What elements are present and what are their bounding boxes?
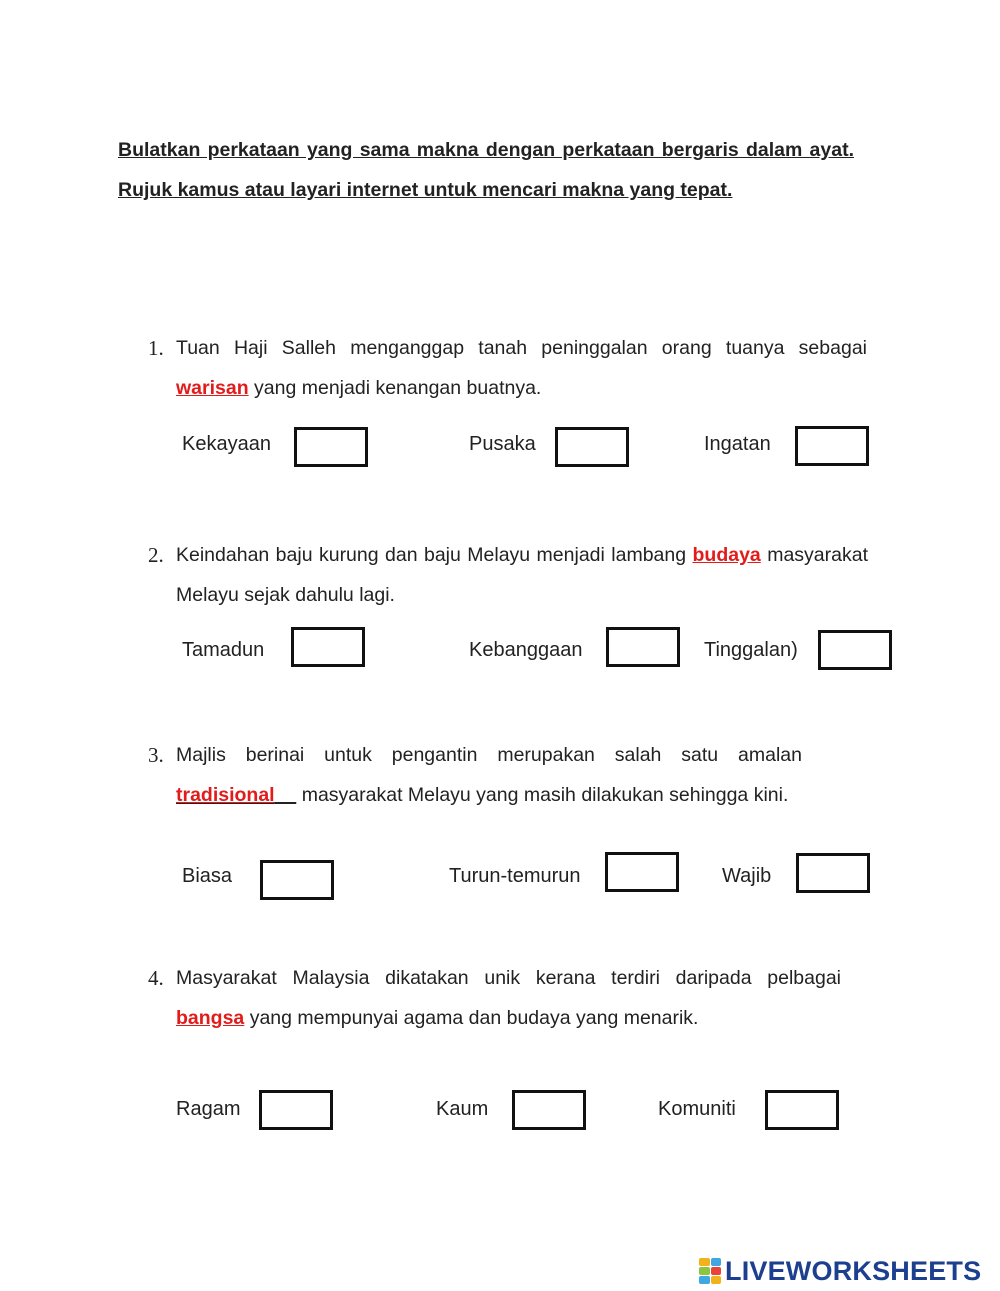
question-4-text bbox=[176, 958, 841, 1038]
question-1-option-3-box[interactable] bbox=[795, 426, 869, 466]
question-2-option-1-box[interactable] bbox=[291, 627, 365, 667]
question-4-option-1-label: Ragam bbox=[176, 1098, 241, 1120]
question-2-option-3-box[interactable] bbox=[818, 630, 892, 670]
question-1-text bbox=[176, 328, 867, 408]
question-1-text-after: yang menjadi kenangan buatnya. bbox=[248, 377, 542, 399]
question-4-keyword: bangsa bbox=[176, 1007, 245, 1029]
question-1-option-1-label: Kekayaan bbox=[182, 433, 271, 455]
question-3-option-1-label: Biasa bbox=[182, 865, 233, 887]
question-1-text-before: Tuan Haji Salleh menganggap tanah peninggalan orang tuanya sebagai bbox=[176, 337, 867, 359]
question-1-option-2-box[interactable] bbox=[555, 427, 629, 467]
question-3-option-3-label: Wajib bbox=[722, 865, 772, 887]
question-1-option-2-label: Pusaka bbox=[469, 433, 536, 455]
question-3-text-before: Majlis berinai untuk pengantin merupakan salah satu amalan bbox=[176, 744, 802, 766]
question-4-option-2-label: Kaum bbox=[436, 1098, 489, 1120]
question-3-number: 3. bbox=[148, 743, 164, 767]
question-3-option-2-box[interactable] bbox=[605, 852, 679, 892]
question-4-option-3-label: Komuniti bbox=[658, 1098, 736, 1120]
question-3-keyword: tradisional bbox=[176, 784, 275, 806]
question-1-keyword: warisan bbox=[176, 377, 249, 399]
question-2-option-3-label: Tinggalan) bbox=[704, 639, 798, 661]
question-3-option-3-box[interactable] bbox=[796, 853, 870, 893]
question-4-number: 4. bbox=[148, 966, 164, 990]
question-3-option-1-box[interactable] bbox=[260, 860, 334, 900]
question-4-option-2-box[interactable] bbox=[512, 1090, 586, 1130]
question-3-text bbox=[176, 735, 802, 815]
question-3-text-after: masyarakat Melayu yang masih dilakukan sehingga kini. bbox=[296, 784, 789, 806]
question-2-text bbox=[176, 535, 868, 615]
liveworksheets-brand bbox=[699, 1254, 981, 1288]
liveworksheets-logo-icon bbox=[699, 1258, 721, 1284]
question-2-option-1-label: Tamadun bbox=[182, 639, 265, 661]
instruction-text: Bulatkan perkataan yang sama makna dengan perkataan bergaris dalam ayat. Rujuk kamus atau layari internet untuk mencari makna yang tepat. bbox=[118, 139, 854, 201]
question-1-option-3-label: Ingatan bbox=[704, 433, 771, 455]
question-2-option-2-box[interactable] bbox=[606, 627, 680, 667]
question-2-option-2-label: Kebanggaan bbox=[469, 639, 583, 661]
question-2-keyword: budaya bbox=[692, 544, 761, 566]
liveworksheets-wordmark: LIVEWORKSHEETS bbox=[725, 1255, 982, 1286]
question-4-option-3-box[interactable] bbox=[765, 1090, 839, 1130]
question-4-option-1-box[interactable] bbox=[259, 1090, 333, 1130]
question-3-option-2-label: Turun-temurun bbox=[449, 865, 581, 887]
question-2-text-before: Keindahan baju kurung dan baju Melayu menjadi lambang bbox=[176, 544, 693, 566]
question-2-text-after: masyarakat Melayu sejak dahulu lagi. bbox=[176, 544, 868, 606]
question-4-text-after: yang mempunyai agama dan budaya yang menarik. bbox=[244, 1007, 699, 1029]
question-1-number: 1. bbox=[148, 336, 164, 360]
question-1-option-1-box[interactable] bbox=[294, 427, 368, 467]
question-2-number: 2. bbox=[148, 543, 164, 567]
question-4-text-before: Masyarakat Malaysia dikatakan unik kerana terdiri daripada pelbagai bbox=[176, 967, 841, 989]
